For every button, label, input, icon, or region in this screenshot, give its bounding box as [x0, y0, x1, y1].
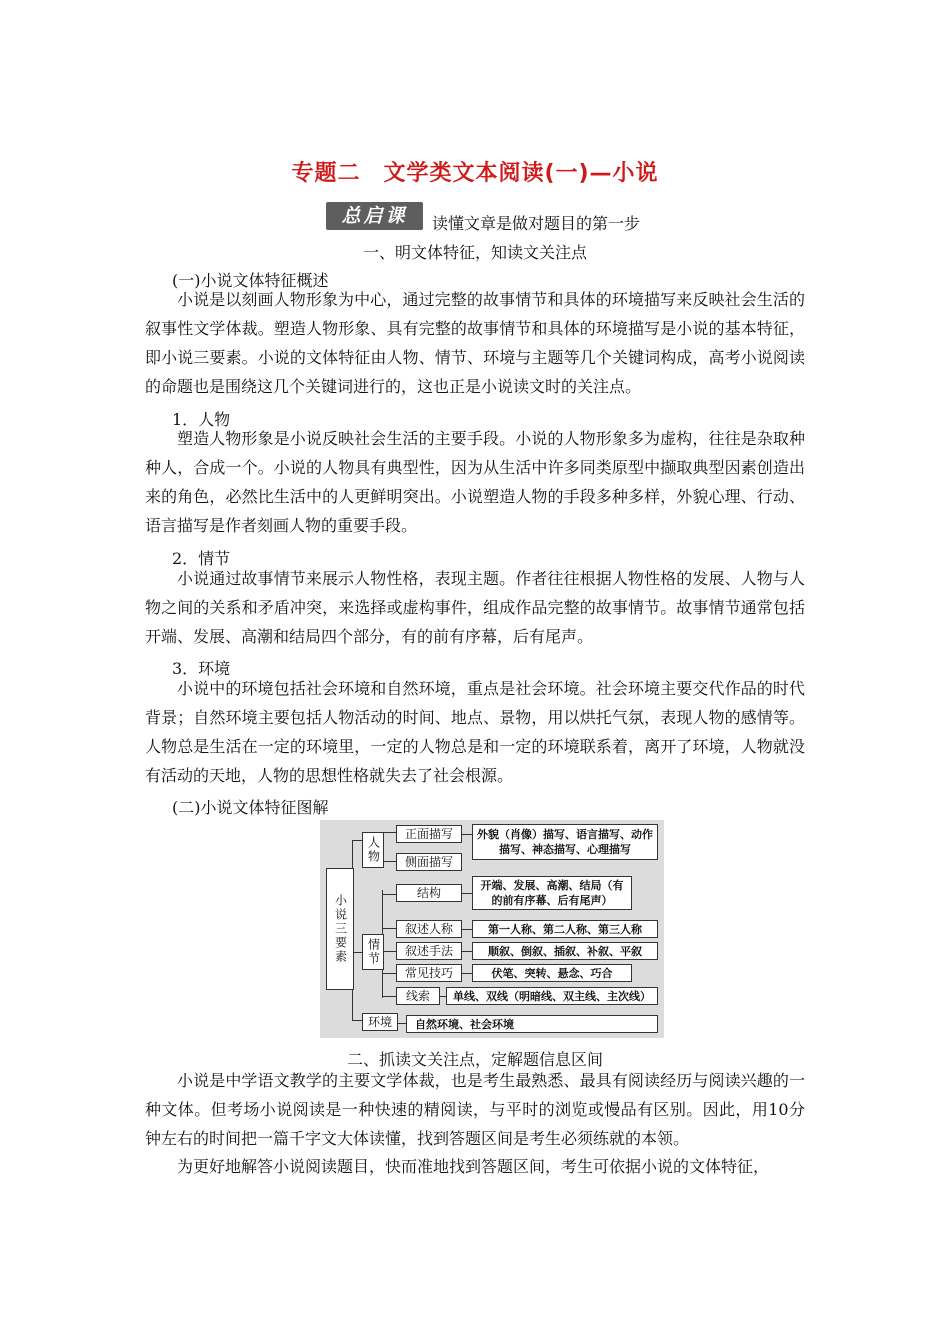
diagram-narr-method: 叙述手法	[396, 942, 462, 960]
paragraph-character: 塑造人物形象是小说反映社会生活的主要手段。小说的人物形象多为虚构，往往是杂取种种人，合成一个。小说的人物具有典型性，因为从生活中许多同类原型中撷取典型因素创造出来的角色，必然比生活中的人更鲜明突出。小说塑造人物的手段多种多样，外貌心理、行动、语言描写是作者刻画人物的重要手段。	[145, 429, 805, 535]
paragraph-setting: 小说中的环境包括社会环境和自然环境，重点是社会环境。社会环境主要交代作品的时代背景；自然环境主要包括人物活动的时间、地点、景物，用以烘托气氛，表现人物的感情等。人物总是生活在一定的环境里，一定的人物总是和一定的环境联系着，离开了环境，人物就没有活动的天地，人物的思想性格就失去了社会根源。	[145, 679, 805, 785]
connector	[352, 1020, 362, 1021]
connector	[382, 951, 396, 952]
diagram-character: 人物	[362, 832, 384, 868]
connector	[382, 861, 396, 862]
diagram-clues-detail: 单线、双线（明暗线、双主线、主次线）	[446, 987, 658, 1005]
connector	[382, 832, 396, 833]
connector	[352, 840, 362, 841]
paragraph-strategy: 为更好地解答小说阅读题目，快而准地找到答题区间，考生可依据小说的文体特征，	[177, 1157, 770, 1176]
item-character: 1．人物	[172, 410, 231, 429]
connector	[462, 893, 472, 894]
badge-caption: 读懂文章是做对题目的第一步	[432, 214, 641, 233]
diagram-front-detail: 外貌（肖像）描写、语言描写、动作描写、神态描写、心理描写	[472, 824, 658, 860]
item-plot: 2．情节	[172, 549, 231, 568]
section-heading-2: 二、抓读文关注点，定解题信息区间	[346, 1050, 603, 1069]
connector	[462, 929, 472, 930]
subsection-2: (二)小说文体特征图解	[172, 798, 329, 817]
paragraph-overview: 小说是以刻画人物形象为中心，通过完整的故事情节和具体的环境描写来反映社会生活的叙事性文学体裁。塑造人物形象、具有完整的故事情节和具体的环境描写是小说的基本特征，即小说三要素。小说的文体特征由人物、情节、环境与主题等几个关键词构成，高考小说阅读的命题也是围绕这几个关键词进行的，这也正是小说读文时的关注点。	[145, 290, 805, 396]
diagram-narr-method-detail: 顺叙、倒叙、插叙、补叙、平叙	[472, 942, 658, 960]
connector	[462, 834, 472, 835]
connector	[382, 928, 396, 929]
diagram-side-desc: 侧面描写	[396, 853, 462, 871]
connector	[462, 951, 472, 952]
item-setting: 3．环境	[172, 659, 231, 678]
diagram-structure-detail: 开端、发展、高潮、结局（有的前有序幕、后有尾声）	[472, 876, 632, 910]
page-title: 专题二 文学类文本阅读(一)—小说	[291, 161, 659, 186]
diagram-clues: 线索	[396, 987, 440, 1005]
diagram-front-desc: 正面描写	[396, 825, 462, 843]
lesson-badge: 总启课	[326, 202, 423, 230]
diagram-techniques: 常见技巧	[396, 964, 462, 982]
connector	[382, 996, 396, 997]
paragraph-exam: 小说是中学语文教学的主要文学体裁，也是考生最熟悉、最具有阅读经历与阅读兴趣的一种文体。但考场小说阅读是一种快速的精阅读，与平时的浏览或慢品有区别。因此，用10分钟左右的时间把一篇千字文大体读懂，找到答题区间是考生必须练就的本领。	[145, 1071, 805, 1148]
diagram-setting: 环境	[362, 1013, 398, 1031]
connector	[382, 973, 396, 974]
diagram-narr-person: 叙述人称	[396, 920, 462, 938]
novel-elements-diagram	[320, 820, 664, 1038]
connector	[398, 1023, 406, 1024]
connector	[382, 894, 396, 895]
paragraph-plot: 小说通过故事情节来展示人物性格，表现主题。作者往往根据人物性格的发展、人物与人物之间的关系和矛盾冲突，来选择或虚构事件，组成作品完整的故事情节。故事情节通常包括开端、发展、高潮和结局四个部分，有的前有序幕，后有尾声。	[145, 569, 805, 646]
diagram-narr-person-detail: 第一人称、第二人称、第三人称	[472, 920, 658, 938]
diagram-root: 小说三要素	[326, 868, 354, 990]
subsection-1: (一)小说文体特征概述	[172, 271, 329, 290]
diagram-setting-detail: 自然环境、社会环境	[406, 1015, 658, 1033]
section-heading-1: 一、明文体特征，知读文关注点	[362, 243, 587, 262]
diagram-techniques-detail: 伏笔、突转、悬念、巧合	[472, 964, 632, 982]
diagram-structure: 结构	[396, 884, 462, 902]
diagram-plot: 情节	[362, 934, 384, 970]
connector	[462, 973, 472, 974]
connector	[440, 996, 446, 997]
